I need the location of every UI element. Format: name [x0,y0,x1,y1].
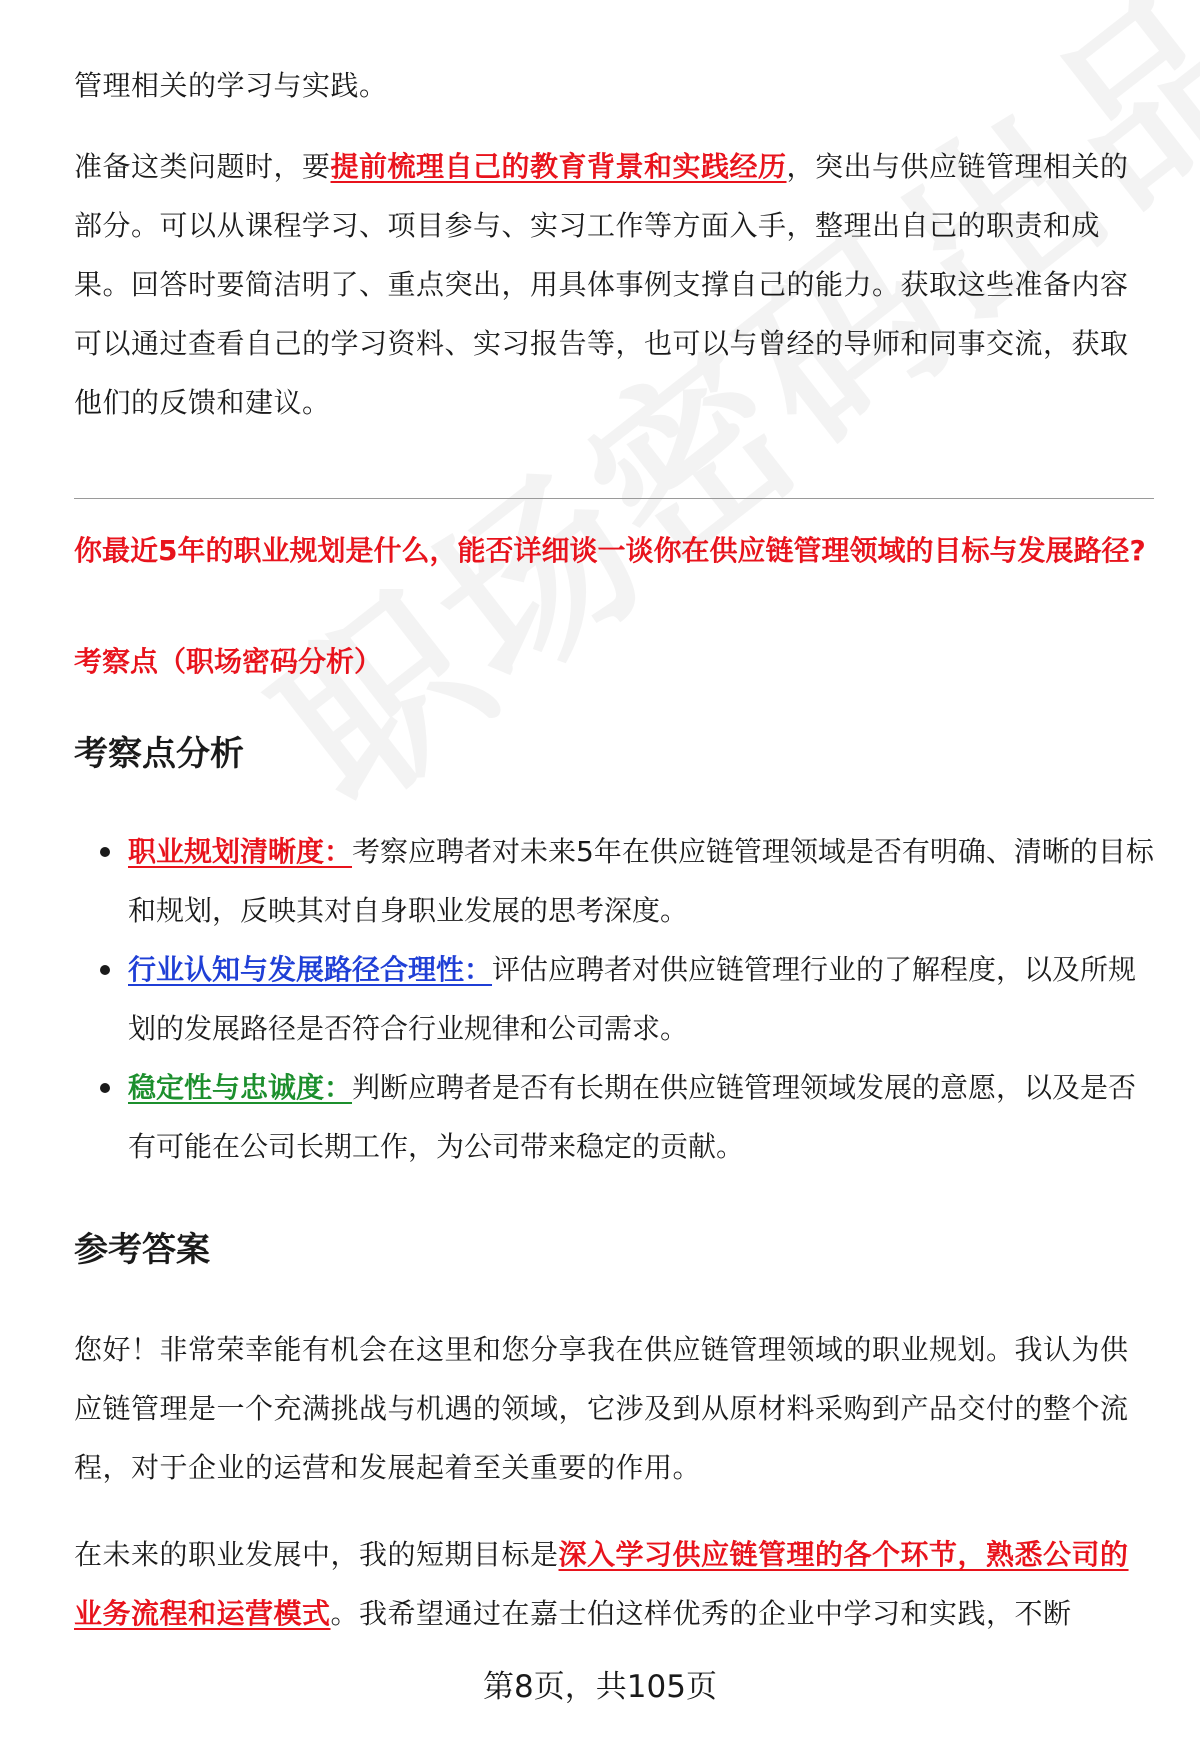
analysis-item-label: 稳定性与忠诚度： [128,1071,353,1104]
kaochadian-label: 考察点（职场密码分析） [74,645,383,678]
analysis-item-text: 评估应聘者对供应链管理行业的了解程度，以及所规划的发展路径是否符合行业规律和公司需求。 [128,953,1137,1045]
bullet-icon [100,1083,110,1093]
answer-highlight: 深入学习供应链管理的各个环节，熟悉公司的业务流程和运营模式 [74,1538,1129,1630]
bullet-icon [100,847,110,857]
analysis-item-label: 行业认知与发展路径合理性： [128,953,493,986]
bullet-icon [100,965,110,975]
prep-highlight: 提前梳理自己的教育背景和实践经历 [330,150,787,183]
prep-text-after: ，突出与供应链管理相关的部分。可以从课程学习、项目参与、实习工作等方面入手，整理出自己的职责和成果。回答时要简洁明了、重点突出，用具体事例支撑自己的能力。获取这些准备内容可以通过查看自己的学习资料、实习报告等，也可以与曾经的导师和同事交流，获取他们的反馈和建议。 [74,150,1129,419]
analysis-list [74,822,1154,1176]
analysis-item-text: 判断应聘者是否有长期在供应链管理领域发展的意愿，以及是否有可能在公司长期工作，为公司带来稳定的贡献。 [128,1071,1137,1163]
analysis-item [74,822,1154,940]
prep-text-before: 准备这类问题时，要 [74,150,331,183]
interview-question: 你最近5年的职业规划是什么，能否详细谈一谈你在供应链管理领域的目标与发展路径? [74,534,1146,567]
analysis-item-text: 考察应聘者对未来5年在供应链管理领域是否有明确、清晰的目标和规划，反映其对自身职业发展的思考深度。 [128,835,1154,927]
analysis-heading: 考察点分析 [74,734,244,774]
analysis-item [74,940,1154,1058]
answer-text-after: 。我希望通过在嘉士伯这样优秀的企业中学习和实践，不断 [330,1597,1072,1630]
analysis-item-label: 职业规划清晰度： [128,835,353,868]
answer-paragraph-2 [74,1525,1154,1643]
answer-paragraph-1: 您好！非常荣幸能有机会在这里和您分享我在供应链管理领域的职业规划。我认为供应链管理是一个充满挑战与机遇的领域，它涉及到从原材料采购到产品交付的整个流程，对于企业的运营和发展起着至关重要的作用。 [74,1333,1129,1484]
answer-text-before: 在未来的职业发展中，我的短期目标是 [74,1538,559,1571]
prep-paragraph [74,137,1154,432]
page-number: 第8页，共105页 [483,1669,717,1705]
intro-line: 管理相关的学习与实践。 [74,69,388,102]
analysis-item [74,1058,1154,1176]
answer-heading: 参考答案 [74,1230,210,1270]
section-divider [74,498,1154,499]
